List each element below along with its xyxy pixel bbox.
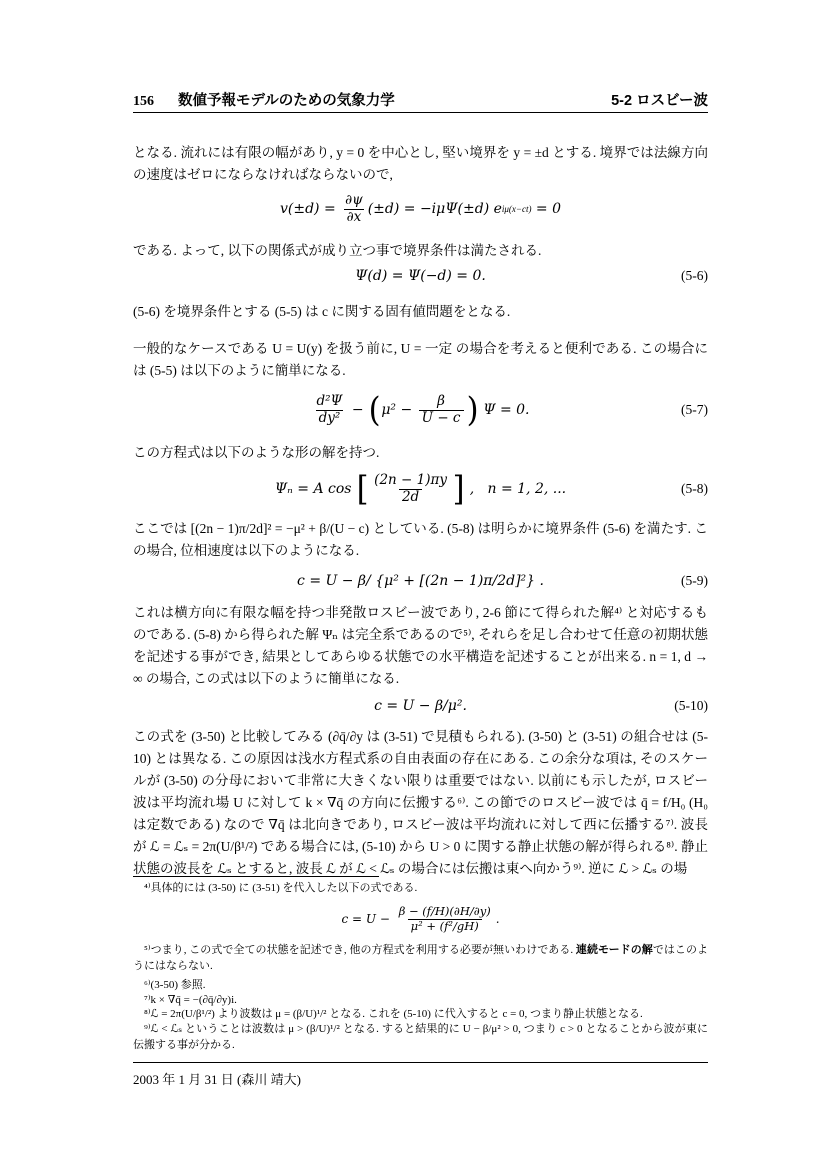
page-number: 156 [133,94,154,109]
eq-body: c = U − β/μ². [374,698,467,714]
equation-5-10 [133,694,708,718]
footnote-5-bold: 連続モードの解 [575,944,653,956]
page-header [133,89,708,109]
eq-lead: Ψₙ = A cos [274,481,356,497]
close-paren: ) [466,390,479,430]
open-paren: ( [368,390,381,430]
footnote-5 [133,942,708,974]
equation-number: (5-9) [681,573,708,588]
paragraph-1: となる. 流れには有限の幅があり, y = 0 を中心とし, 堅い境界を y = ±d とする. 境界では法線方向の速度はゼロにならなければならないので, [133,145,708,182]
header-rule [133,112,708,113]
equation-number: (5-6) [681,268,708,283]
equation-5-6 [133,264,708,288]
fraction: $\frac{\beta}{U - c}$ [419,394,464,426]
footnote-5-pre: ⁵⁾つまり, この式で全ての状態を記述でき, 他の方程式を利用する必要が無いわけである. [144,944,576,956]
footnote-4-equation [133,898,708,940]
equation-boundary-velocity [133,186,708,232]
equation-number: (5-7) [681,402,708,417]
equation-5-8 [133,466,708,512]
fraction: $\frac{\text{d²Ψ}}{\text{dy²}}$ [316,392,343,426]
footer-rule [133,1062,708,1063]
eq-exponent: iμ(x−ct) [501,204,532,214]
equation-number: (5-8) [681,481,708,496]
equation-number: (5-10) [674,698,708,713]
paragraph-7: これは横方向に有限な幅を持つ非発散ロスビー波であり, 2-6 節にて得られた解⁴⁾ と対応するものである. (5-8) から得られた解 Ψₙ は完全系であるので⁵⁾, それらを足し合わせて任意の初期状態を記述する事ができ, 結果としてあらゆる状態での水平構造を記述することが出来る. n = 1, d → ∞ の場合, この式は以下のように簡単になる. [133,605,708,686]
eq-body: c = U − β/ {μ² + [(2n − 1)π/2d]²} . [297,573,544,589]
eq-tail: , n = 1, 2, ... [465,481,567,497]
footnote-5-post: ではこのようにはならない. [133,944,708,972]
book-title: 数値予報モデルのための気象力学 [178,93,395,109]
footnote-9: ⁹⁾ℒ < ℒₛ ということは波数は μ > (β/U)¹/² となる. すると結果的に U − β/μ² > 0, つまり c > 0 となることから波が東に伝搬する事が分かる. [133,1023,708,1051]
paragraph-8: この式を (3-50) と比較してみる (∂q̄/∂y は (3-51) で見積もられる). (3-50) と (3-51) の組合せは (5-10) とは異なる. この原因は浅水方程式系の自由表面の存在にある. この余分な項は, そのスケールが (3-50) の分母において非常に大きくない限りは重要ではない. 以前にも示したが, ロスビー波は平均流れ場 U に対して k × ∇q̄ の方向に伝搬する⁶⁾. この節でのロスビー波では q̄ = f/H₀ (H₀ は定数である) なので ∇q̄ は北向きであり, ロスビー波は平均流れに対して西に伝播する⁷⁾. 波長が ℒ = ℒₛ = 2π(U/β¹/²) である場合には, (5-10) から U > 0 に関する静止状態の解が得られる⁸⁾. 静止状態の波長を ℒₛ とすると, 波長 ℒ が ℒ < ℒₛ の場合には伝搬は東へ向かう⁹⁾. 逆に ℒ > ℒₛ の場 [133,729,708,876]
paragraph-2: である. よって, 以下の関係式が成り立つ事で境界条件は満たされる. [133,243,542,258]
fraction: $\frac{\partial\psi}{\partial x}$ [345,191,363,225]
eq-tail: Ψ = 0. [478,402,530,418]
footnote-rule [133,876,379,877]
footer-date: 2003 年 1 月 31 日 (森川 靖大) [133,1072,301,1087]
equation-5-9 [133,568,708,594]
eq-inner: μ² − [381,402,417,418]
eq-operator: − [347,402,369,418]
eq-mid: (±d) = −iμΨ(±d) e [367,201,502,217]
paragraph-3: (5-6) を境界条件とする (5-5) は c に関する固有値問題をとなる. [133,304,511,319]
footnote-4: ⁴⁾具体的には (3-50) に (3-51) を代入した以下の式である. [144,882,418,894]
equation-5-7 [133,386,708,434]
fraction: $\frac{\beta - (f/H)(\partial H/\partial y)}{\text{μ² + (f²/gH)}}$ [398,904,491,933]
eq-body: Ψ(d) = Ψ(−d) = 0. [355,268,486,284]
section-title: 5-2 ロスビー波 [611,93,708,109]
paragraph-6: ここでは [(2n − 1)π/2d]² = −μ² + β/(U − c) としている. (5-8) は明らかに境界条件 (5-6) を満たす. この場合, 位相速度は以下のようになる. [133,521,708,558]
eq-lead: c = U − [341,912,394,926]
paragraph-4: 一般的なケースである U = U(y) を扱う前に, U = 一定 の場合を考えると便利である. この場合には (5-5) は以下のように簡単になる. [133,341,708,378]
footnote-7: ⁷⁾k × ∇q̄ = −(∂q̄/∂y)i. [144,994,237,1006]
paragraph-5: この方程式は以下のような形の解を持つ. [133,445,380,460]
fraction: $\frac{(2n - 1)\pi y}{2d}$ [374,471,447,505]
close-bracket: ] [452,469,465,509]
open-bracket: [ [356,469,369,509]
eq-lhs: v(±d) = [279,201,341,217]
footnote-6: ⁶⁾(3-50) 参照. [144,979,206,991]
footnote-8: ⁸⁾ℒ = 2π(U/β¹/²) より波数は μ = (β/U)¹/² となる. これを (5-10) に代入すると c = 0, つまり静止状態となる. [144,1008,643,1020]
eq-tail: . [495,912,500,926]
eq-tail: = 0 [531,201,562,217]
